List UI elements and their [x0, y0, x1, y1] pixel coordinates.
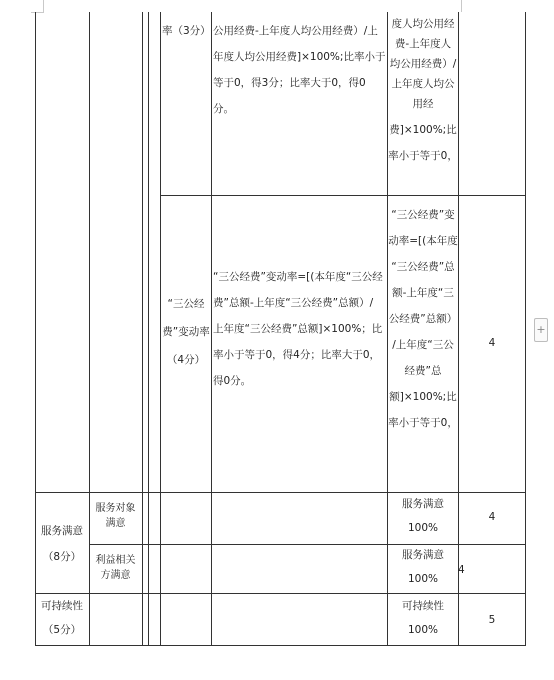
category-cell: 服务满意 （8分） [41, 525, 83, 563]
row-divider [89, 544, 526, 545]
target-value-cell: 服务满意 100% [402, 498, 444, 534]
sub-indicator-cell: 服务对象 满意 [95, 503, 136, 529]
target-value-cell: 可持续性 100% [402, 600, 444, 636]
row-divider [160, 195, 526, 196]
score-cell: 4 [488, 511, 496, 523]
indicator-name-cell: “三公经 费”变动率 （4分） [162, 298, 210, 366]
scoring-criteria-cell: “三公经费”变动率=[(本年度“三公经 费”总额-上年度“三公经费”总额）/ 上年度“三公经费”总额]×100%；比 率小于等于0，得4分；比率大于0， 得0分。 [213, 271, 383, 387]
expand-table-button[interactable]: + [534, 318, 548, 342]
target-value-cell: 服务满意 100% [402, 549, 444, 585]
scoring-criteria-cell: 公用经费-上年度人均公用经费）/上 年度人均公用经费]×100%;比率小于 等于0，得3分；比率大于0，得0 分。 [213, 25, 386, 115]
sub-indicator-cell: 利益相关 方满意 [95, 555, 136, 581]
score-cell: 5 [488, 614, 496, 626]
page-corner-mark-right [461, 0, 462, 12]
table-border-right [525, 12, 526, 646]
page-corner-mark-left [31, 0, 44, 13]
target-value-cell: 度人均公用经 费-上年度人 均公用经费）/ 上年度人均公 用经 费]×100%;比 率小于等于0， [388, 18, 458, 162]
column-divider [148, 12, 149, 646]
column-divider [142, 12, 143, 646]
table-border-bottom [35, 645, 526, 646]
column-divider [458, 12, 459, 646]
score-cell: 4 [458, 564, 465, 576]
column-divider [89, 12, 90, 646]
score-cell: 4 [488, 337, 496, 349]
category-cell: 可持续性 （5分） [41, 600, 83, 636]
target-value-cell: “三公经费”变 动率=[(本年度 “三公经费”总 额-上年度“三 公经费”总额） /上年度“三公 经费”总 额]×100%;比 率小于等于0， [388, 209, 458, 429]
indicator-name-cell: 率（3分） [162, 25, 211, 37]
